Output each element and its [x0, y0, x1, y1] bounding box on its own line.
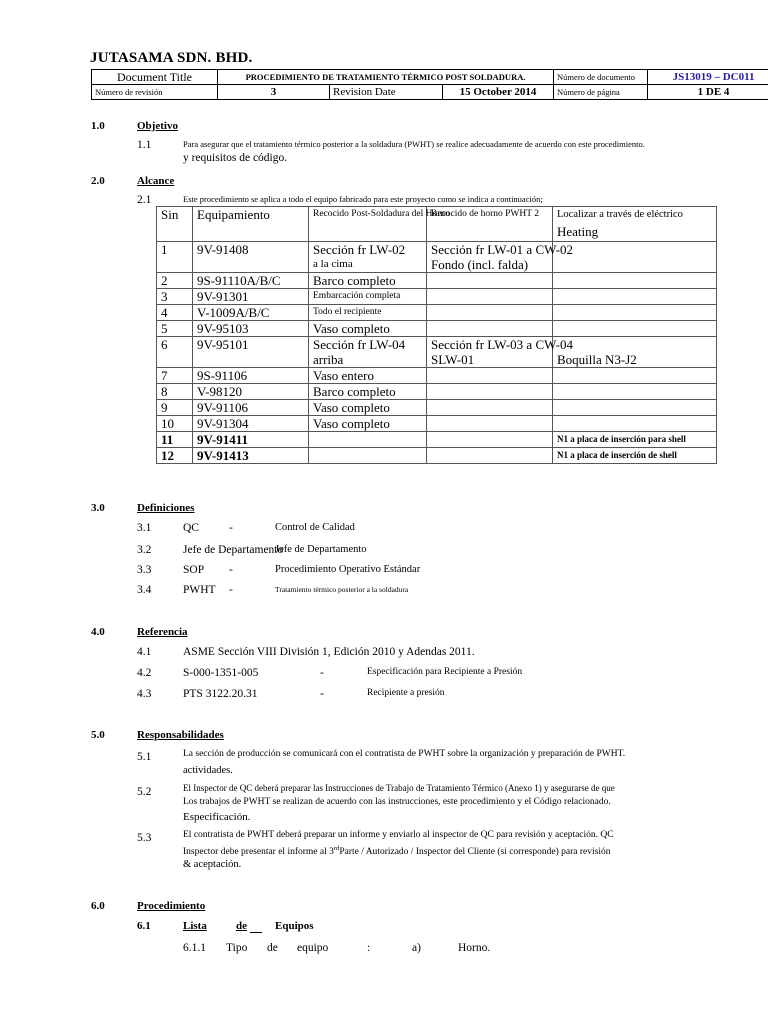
- row-5-col4: [427, 321, 553, 337]
- row-5-equipment: 9V-95103: [193, 321, 309, 337]
- def-3-4-number: 3.4: [137, 584, 152, 596]
- row-5-col5: [553, 321, 717, 337]
- ref-4-3-code: PTS 3122.20.31: [183, 688, 258, 700]
- row-6-col4-line1: Sección fr LW-03 a CW-04: [431, 337, 573, 352]
- row-6-col3-line1: Sección fr LW-04: [313, 337, 406, 352]
- row-7-equipment: 9S-91106: [193, 368, 309, 384]
- row-11-col4: [427, 432, 553, 448]
- def-3-3-abbr: SOP: [183, 564, 205, 576]
- revision-date-value: 15 October 2014: [443, 85, 554, 100]
- row-10-equipment: 9V-91304: [193, 416, 309, 432]
- section-2-title: Alcance: [137, 175, 175, 187]
- row-12-equipment: 9V-91413: [193, 448, 309, 464]
- row-9-col3: Vaso completo: [309, 400, 427, 416]
- section-5-title: Responsabilidades: [137, 729, 224, 741]
- doc-number-value: JS13019 – DC011: [648, 70, 768, 85]
- table-row: [157, 305, 717, 321]
- ref-4-3-desc: Recipiente a presión: [367, 688, 445, 698]
- row-3-equipment: 9V-91301: [193, 289, 309, 305]
- subsection-6-1-number: 6.1: [137, 920, 151, 932]
- row-6-sin: 6: [157, 337, 193, 368]
- row-1-col3-line1: Sección fr LW-02: [313, 242, 406, 257]
- subsection-1-1-number: 1.1: [137, 139, 152, 151]
- ref-4-2-code: S-000-1351-005: [183, 667, 259, 679]
- row-12-sin: 12: [157, 448, 193, 464]
- item-6-1-1-word-3: equipo: [297, 942, 329, 954]
- row-9-equipment: 9V-91106: [193, 400, 309, 416]
- def-3-1-number: 3.1: [137, 522, 152, 534]
- row-7-sin: 7: [157, 368, 193, 384]
- ref-4-3-dash: -: [320, 688, 324, 700]
- row-1-col4-line1: Sección fr LW-01 a CW-02: [431, 242, 573, 257]
- row-12-col4: [427, 448, 553, 464]
- table-row: [157, 321, 717, 337]
- row-11-col3: [309, 432, 427, 448]
- item-6-1-1-word-2: de: [267, 942, 278, 954]
- table-row: [157, 432, 717, 448]
- ref-4-2-number: 4.2: [137, 667, 152, 679]
- resp-5-3-line3: & aceptación.: [183, 859, 242, 870]
- row-6-col3-line2: arriba: [313, 352, 344, 367]
- resp-5-3-line2-b: Parte / Autorizado / Inspector del Cliente (si corresponde) para revisión: [339, 847, 611, 858]
- row-2-col3: Barco completo: [309, 273, 427, 289]
- header-horno-pwht-2: Recocido de horno PWHT 2: [427, 207, 553, 242]
- row-4-col4: [427, 305, 553, 321]
- row-4-equipment: V-1009A/B/C: [193, 305, 309, 321]
- row-2-sin: 2: [157, 273, 193, 289]
- doc-number-label: Número de documento: [554, 70, 648, 85]
- company-name: JUTASAMA SDN. BHD.: [90, 50, 253, 66]
- section-1-title: Objetivo: [137, 120, 178, 132]
- ref-4-1-number: 4.1: [137, 646, 152, 658]
- resp-5-3-line2-sup: rd: [333, 845, 340, 852]
- table-row: [157, 337, 717, 368]
- row-12-col5: N1 a placa de inserción de shell: [553, 448, 717, 464]
- doc-title-label: Document Title: [92, 70, 218, 85]
- row-10-col5: [553, 416, 717, 432]
- resp-5-1-line1: La sección de producción se comunicará con el contratista de PWHT sobre la organización y preparación de PWHT.: [183, 749, 626, 759]
- row-1-col4: [427, 242, 573, 273]
- row-5-sin: 5: [157, 321, 193, 337]
- row-4-col5: [553, 305, 717, 321]
- section-1-number: 1.0: [91, 120, 105, 132]
- resp-5-2-number: 5.2: [137, 786, 152, 798]
- resp-5-1-number: 5.1: [137, 751, 152, 763]
- header-equipment: Equipamiento: [193, 207, 309, 242]
- section-6-number: 6.0: [91, 900, 105, 912]
- def-3-3-text: Procedimiento Operativo Estándar: [275, 564, 421, 575]
- section-4-title: Referencia: [137, 626, 188, 638]
- def-3-4-dash: -: [229, 584, 233, 596]
- def-3-4-text: Tratamiento térmico posterior a la soldadura: [275, 585, 409, 594]
- revision-label: Número de revisión: [92, 85, 218, 100]
- equipment-table: [156, 206, 717, 464]
- row-10-sin: 10: [157, 416, 193, 432]
- row-8-col3: Barco completo: [309, 384, 427, 400]
- row-1-col3-line2: a la cima: [313, 258, 353, 270]
- row-1-equipment: 9V-91408: [193, 242, 309, 273]
- scope-line-1: Este procedimiento se aplica a todo el equipo fabricado para este proyecto como se indica a continuación;: [183, 194, 543, 204]
- row-7-col5: [553, 368, 717, 384]
- def-3-1-text: Control de Calidad: [275, 522, 355, 533]
- section-2-number: 2.0: [91, 175, 105, 187]
- resp-5-1-line2: actividades.: [183, 765, 233, 776]
- row-3-col3: Embarcación completa: [309, 289, 427, 305]
- def-3-2-abbr: Jefe de Departamento: [183, 544, 284, 556]
- item-6-1-1-number: 6.1.1: [183, 942, 206, 954]
- def-3-3-number: 3.3: [137, 564, 152, 576]
- row-4-col3: Todo el recipiente: [309, 305, 427, 321]
- resp-5-3-line2: [183, 845, 611, 857]
- header-localizar-line: Localizar a través de eléctrico: [557, 209, 683, 220]
- row-3-col4: [427, 289, 553, 305]
- ref-4-2-desc: Especificación para Recipiente a Presión: [367, 667, 523, 677]
- section-6-title: Procedimiento: [137, 900, 206, 912]
- section-4-number: 4.0: [91, 626, 105, 638]
- section-5-number: 5.0: [91, 729, 105, 741]
- row-1-col4-line2: Fondo (incl. falda): [431, 257, 529, 272]
- table-row: [157, 368, 717, 384]
- row-10-col4: [427, 416, 553, 432]
- row-8-equipment: V-98120: [193, 384, 309, 400]
- row-8-col5: [553, 384, 717, 400]
- resp-5-3-line1: El contratista de PWHT deberá preparar un informe y enviarlo al inspector de QC para revisión y aceptación. QC: [183, 830, 614, 840]
- objective-line-1: Para asegurar que el tratamiento térmico posterior a la soldadura (PWHT) se realice adecuadamente de acuerdo con este procedimiento.: [183, 139, 645, 149]
- row-8-col4: [427, 384, 553, 400]
- subsection-6-1-underline-gap: [250, 932, 262, 933]
- table-row: [157, 416, 717, 432]
- row-1-col5: [553, 242, 717, 273]
- resp-5-3-number: 5.3: [137, 832, 152, 844]
- header-recocido-horno: Recocido Post-Soldadura del Horno: [309, 207, 427, 242]
- row-1-sin: 1: [157, 242, 193, 273]
- row-10-col3: Vaso completo: [309, 416, 427, 432]
- resp-5-2-line2: Los trabajos de PWHT se realizan de acuerdo con las instrucciones, este procedimiento y el Código relacionado.: [183, 797, 611, 807]
- page-label: Número de página: [554, 85, 648, 100]
- row-6-equipment: 9V-95101: [193, 337, 309, 368]
- row-7-col4: [427, 368, 553, 384]
- row-7-col3: Vaso entero: [309, 368, 427, 384]
- ref-4-1-text: ASME Sección VIII División 1, Edición 2010 y Adendas 2011.: [183, 646, 475, 658]
- table-row: [157, 242, 717, 273]
- row-2-equipment: 9S-91110A/B/C: [193, 273, 309, 289]
- row-12-col3: [309, 448, 427, 464]
- objective-line-2: y requisitos de código.: [183, 152, 288, 164]
- header-localizar: [553, 207, 717, 242]
- def-3-2-number: 3.2: [137, 544, 152, 556]
- table-row: [157, 289, 717, 305]
- doc-title-value: PROCEDIMIENTO DE TRATAMIENTO TÉRMICO POST SOLDADURA.: [218, 70, 554, 85]
- resp-5-2-line3: Especificación.: [183, 811, 251, 823]
- row-6-col5: Boquilla N3-J2: [553, 337, 717, 368]
- row-11-sin: 11: [157, 432, 193, 448]
- row-9-sin: 9: [157, 400, 193, 416]
- table-row: [157, 448, 717, 464]
- row-2-col4: [427, 273, 553, 289]
- section-3-title: Definiciones: [137, 502, 195, 514]
- row-3-col5: [553, 289, 717, 305]
- row-11-col5: N1 a placa de inserción para shell: [553, 432, 717, 448]
- header-heating-line: Heating: [557, 224, 599, 239]
- subsection-6-1-word-2: de: [236, 920, 247, 932]
- header-sin: Sin: [157, 207, 193, 242]
- row-6-col4-line2: SLW-01: [431, 352, 475, 367]
- row-9-col4: [427, 400, 553, 416]
- ref-4-2-dash: -: [320, 667, 324, 679]
- row-8-sin: 8: [157, 384, 193, 400]
- item-6-1-1-option-a: a): [412, 942, 421, 954]
- item-6-1-1-colon: :: [367, 942, 371, 954]
- item-6-1-1-value: Horno.: [458, 942, 491, 954]
- revision-value: 3: [218, 85, 330, 100]
- ref-4-3-number: 4.3: [137, 688, 152, 700]
- page-value: 1 DE 4: [648, 85, 768, 100]
- subsection-6-1-word-3: Equipos: [275, 920, 314, 932]
- row-3-sin: 3: [157, 289, 193, 305]
- def-3-3-dash: -: [229, 564, 233, 576]
- row-9-col5: [553, 400, 717, 416]
- table-row: [157, 273, 717, 289]
- resp-5-3-line2-a: Inspector debe presentar el informe al 3: [183, 847, 334, 858]
- section-3-number: 3.0: [91, 502, 105, 514]
- row-5-col3: Vaso completo: [309, 321, 427, 337]
- row-2-col5: [553, 273, 717, 289]
- equipment-table-header-row: [157, 207, 717, 242]
- row-11-equipment: 9V-91411: [193, 432, 309, 448]
- def-3-4-abbr: PWHT: [183, 584, 216, 596]
- item-6-1-1-word-1: Tipo: [226, 942, 248, 954]
- row-6-col3: [309, 337, 427, 368]
- row-4-sin: 4: [157, 305, 193, 321]
- subsection-2-1-number: 2.1: [137, 194, 152, 206]
- row-1-col3: [309, 242, 427, 273]
- revision-date-label: Revision Date: [330, 85, 443, 100]
- def-3-2-text: Jefe de Departamento: [275, 544, 367, 555]
- row-6-col4: [427, 337, 573, 368]
- table-row: [157, 400, 717, 416]
- def-3-1-dash: -: [229, 522, 233, 534]
- document-header-table: [91, 69, 768, 100]
- subsection-6-1-word-1: Lista: [183, 920, 207, 932]
- resp-5-2-line1: El Inspector de QC deberá preparar las Instrucciones de Trabajo de Tratamiento Térmico (Anexo 1) y asegurarse de que: [183, 783, 615, 793]
- def-3-1-abbr: QC: [183, 522, 199, 534]
- table-row: [157, 384, 717, 400]
